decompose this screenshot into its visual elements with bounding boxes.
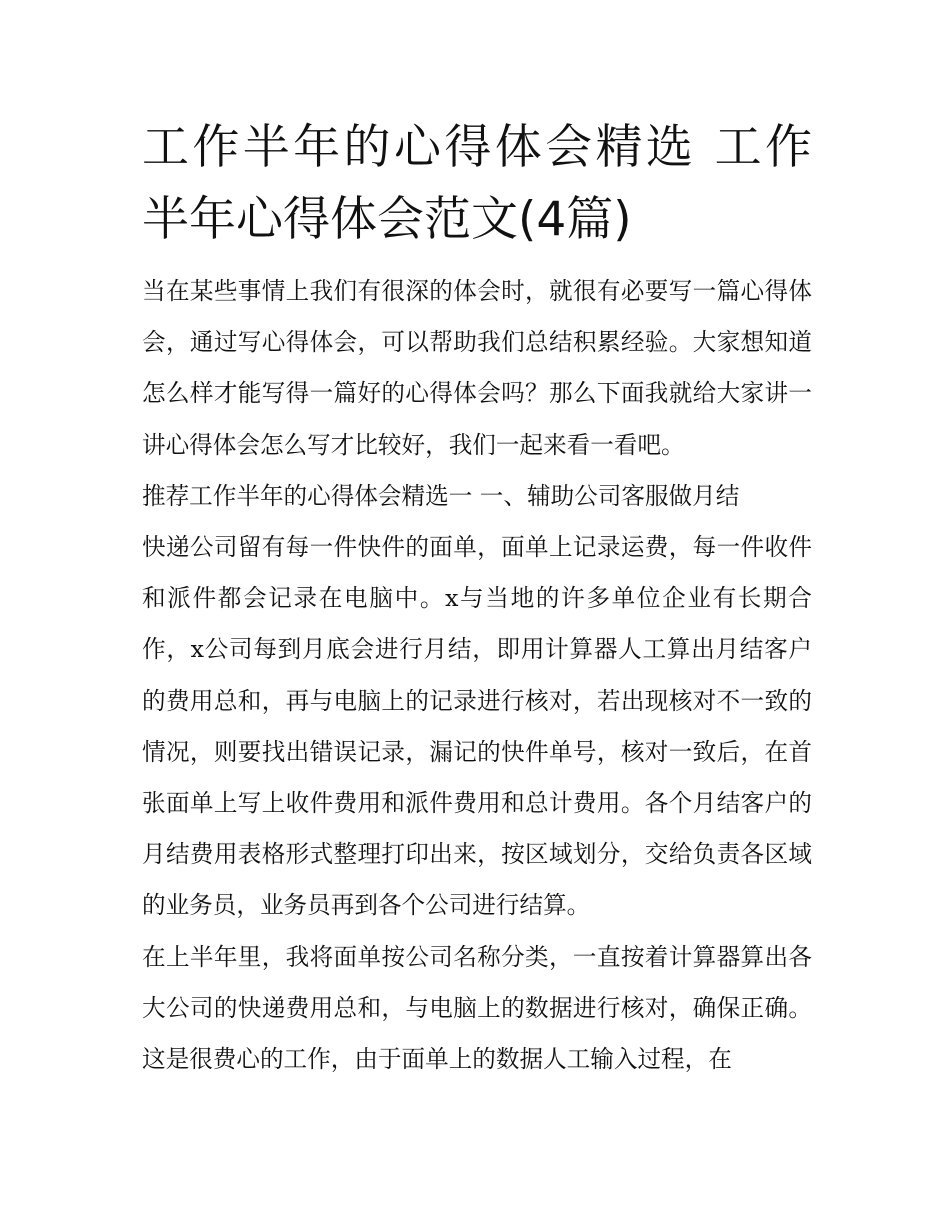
document-body bbox=[142, 112, 812, 1085]
body-paragraph: 在上半年里，我将面单按公司名称分类，一直按着计算器算出各大公司的快递费用总和，与电脑上的数据进行核对，确保正确。这是很费心的工作，由于面单上的数据人工输入过程，在 bbox=[142, 942, 812, 1074]
section-heading-paragraph: 推荐工作半年的心得体会精选一 一、辅助公司客服做月结 bbox=[142, 481, 740, 510]
body-paragraph: 快递公司留有每一件快件的面单，面单上记录运费，每一件收件和派件都会记录在电脑中。x与当地的许多单位企业有长期合作，x公司每到月底会进行月结，即用计算器人工算出月结客户的费用总和，再与电脑上的记录进行核对，若出现核对不一致的情况，则要找出错误记录，漏记的快件单号，核对一致后，在首张面单上写上收件费用和派件费用和总计费用。各个月结客户的月结费用表格形式整理打印出来，按区域划分，交给负责各区域的业务员，业务员再到各个公司进行结算。 bbox=[142, 533, 812, 920]
intro-paragraph: 当在某些事情上我们有很深的体会时，就很有必要写一篇心得体会，通过写心得体会，可以帮助我们总结积累经验。大家想知道怎么样才能写得一篇好的心得体会吗？那么下面我就给大家讲一讲心得体会怎么写才比较好，我们一起来看一看吧。 bbox=[142, 277, 812, 459]
document-title: 工作半年的心得体会精选 工作半年心得体会范文(4篇) bbox=[142, 120, 812, 247]
